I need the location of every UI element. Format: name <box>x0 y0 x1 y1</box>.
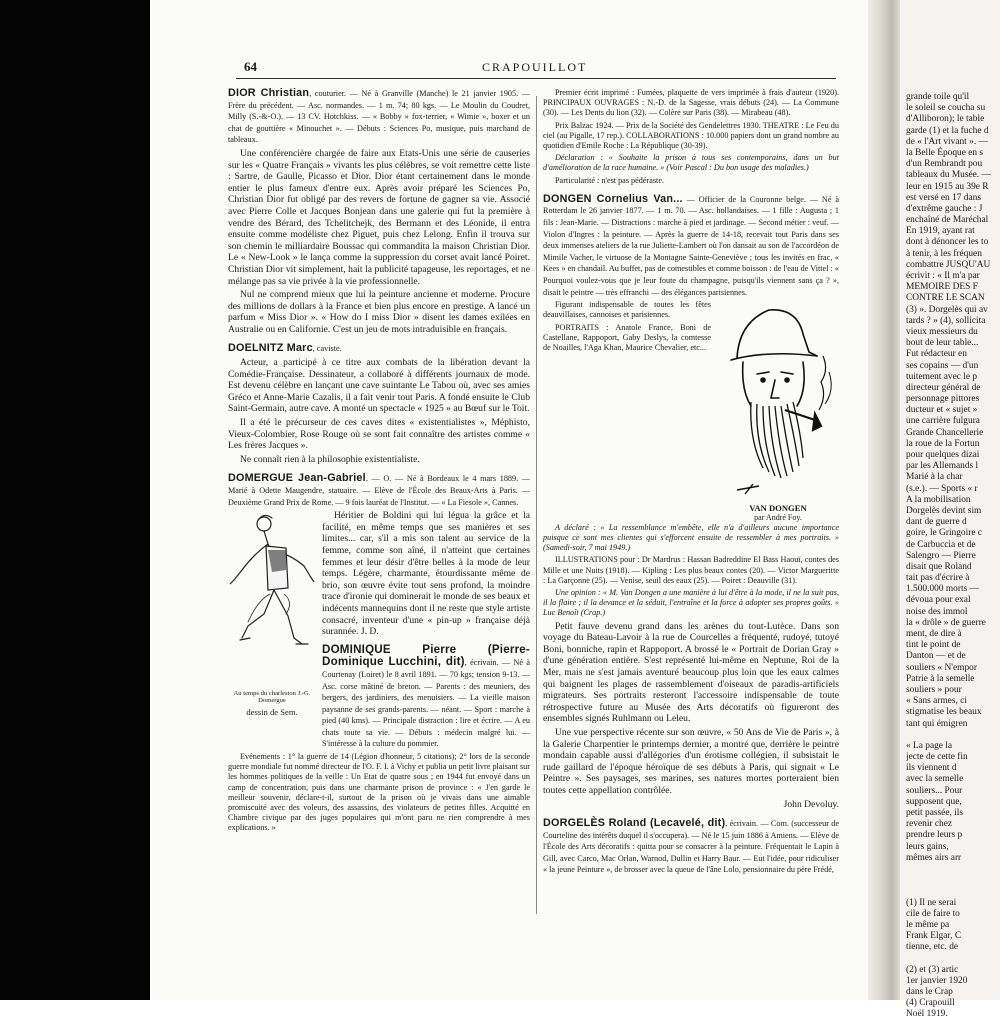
facing-page-line: tienne, etc. de <box>906 942 959 953</box>
facing-page-line: MEMOIRE DES F <box>906 282 978 293</box>
facing-page-line: Grande Chancellerie <box>906 427 984 438</box>
facing-page-line: jecte de cette fin <box>906 752 968 763</box>
entry-paragraph: Déclaration : « Souhaite la prison à tous ses contemporains, dans un but d'amélioration de la race humaine. » (Voir Pascal : Du bon usage des maladies.) <box>543 153 839 173</box>
page-header <box>236 56 836 79</box>
page-number: 64 <box>244 59 257 74</box>
facing-page-line: une carrière fulgura <box>906 416 980 427</box>
facing-page-line: dévoua pour exal <box>906 595 971 606</box>
facing-page-line: pour quelques dizai <box>906 450 980 460</box>
van-dongen-illustration <box>717 300 839 523</box>
facing-page-line <box>906 953 1000 964</box>
van-dongen-portrait-drawing <box>717 300 839 500</box>
facing-page-line: Danton — et de <box>906 651 966 662</box>
facing-page-line: directeur général de <box>906 382 981 393</box>
facing-page-line: (2) et (3) artic <box>906 964 959 975</box>
facing-page-line: (s.e.). — Sports « r <box>906 483 978 494</box>
facing-page-line <box>906 864 1000 875</box>
facing-page-line: Marié à la char <box>906 472 963 483</box>
entry-name: DONGEN Cornelius Van... <box>543 192 683 205</box>
facing-page-line: tait pas d'écrire à <box>906 573 970 584</box>
entry-paragraph: Une vue perspective récente sur son œuvre, « 50 Ans de Vie de Paris », à la Galerie Charpentier le printemps dernier, a montré que, derrière le peintre mondain capable aussi d'allégories d'un érotisme collégien, il subsistait le rude gaillard de l'époque héroïque de ses débuts à Paris, qui signait « Le Peintre ». Ses paysages, ses marines, ses natures mortes porteraient bien toutes cette appellation contrôlée. <box>543 726 839 796</box>
facing-page-line: avec la semelle <box>906 774 964 785</box>
facing-page-line: (4) Crapouill <box>906 998 955 1009</box>
entry-paragraph: Premier écrit imprimé : Fumées, plaquette de vers imprimée à frais d'auteur (1920). PRINCIPAUX OUVRAGES : N.-D. de la Sagesse, vrais débuts (24). — La Commune (30). — Les Dents du lion (32). — Colère sur Paris (38). — Mirabeau (48). <box>543 88 839 118</box>
entry-domergue <box>228 473 530 833</box>
scan-background-left <box>0 0 150 1000</box>
facing-page-line: tant qui émigren <box>906 718 968 729</box>
facing-page-line: « Sans armes, ci <box>906 696 967 707</box>
facing-page-line: dans le Crap <box>906 987 953 997</box>
entry-paragraph: A déclaré : « La ressemblance m'embête, elle n'a d'ailleurs aucune importance puisque ce sont mes clientes qui s'efforcent ensuite de ressembler à mes portraits. » (Samedi-soir, 7 mai 1949.) <box>543 522 839 553</box>
figure-caption: Au temps du charleston J.-G. Domergue <box>233 689 311 705</box>
facing-page-line: d'un Rembrandt pou <box>906 159 983 170</box>
facing-page-line: la « drôle » de guerre <box>906 617 986 628</box>
facing-page-line: personnage pittores <box>906 394 980 405</box>
facing-page-line: (1) Il ne serai <box>906 897 957 908</box>
entry-paragraph: Il a été le précurseur de ces caves dites « existentialistes », Méphisto, Vieux-Colombier, Rose Rouge où se sont fait connaître des artistes comme « Les frères Jacques ». <box>228 417 530 452</box>
facing-page-line: 1er janvier 1920 <box>906 975 968 986</box>
entry-dior <box>228 88 530 335</box>
facing-page-line: dant de guerre d <box>906 517 967 528</box>
facing-page-line <box>906 730 1000 741</box>
entry-paragraph: Héritier de Boldini qui lui légua la grâce et la facilité, en même temps que ses manières et ses limites... car, s'il a mis son talent au service de la femme, comme son aîné, il n'atteint que certaines femmes et leur désir d'être belles à la mode de leur temps. Légère, charmante, étourdissante même de brio, son œuvre évite tout sens profond, la moindre trace d'ironie qui dominerait le monde de ses beaux et indécents mannequins dont il ne reste que style artiste consacré, inventeur d'une « pin-up » française déjà surannée. J. D. <box>322 510 530 638</box>
entry-dominique-cont <box>543 88 839 186</box>
facing-page-line: tuitement avec le p <box>906 371 978 382</box>
facing-page-line: ses copains — d'un <box>906 360 979 371</box>
facing-page-line: tards ? » (4), sollicita <box>906 315 986 326</box>
entry-name: DOELNITZ Marc <box>228 342 313 355</box>
facing-page-line: goire, le Gringoire c <box>906 528 983 539</box>
facing-page-line: prendre leurs p <box>906 830 963 841</box>
facing-page-line: combattre JUSQU'AU <box>906 259 991 270</box>
facing-page-line: Fut rédacteur en <box>906 349 967 360</box>
entry-name: DOMINIQUE Pierre (Pierre-Dominique Lucchini, dit) <box>322 642 530 669</box>
middle-column <box>543 88 839 884</box>
facing-page-line: grande toile qu'il <box>906 92 970 102</box>
entry-paragraph: Petit fauve devenu grand dans les arènes du tout-Lutèce. Dans son voyage du Bateau-Lavoir à la rue de Courcelles a fréquenté, rudoyé, tutoyé Boni, bonniche, rapin et Rappoport. A brossé le « Portrait de Dorian Gray » d'une génération entière. S'est représenté lui-même en Neptune, Roi de la Mer, mais ne s'est jamais aventuré beaucoup plus loin que les eaux calmes qui baignent les plages de rassemblement d'oiseaux de paradis-artificiels migrateurs. Ses portraits resteront l'accessoire indispensable de toute rétrospective future au Musée des Arts décoratifs où figureront des ensembles signés Ruhlmann ou Leleu. <box>543 620 839 725</box>
facing-page-line: petit passée, ils <box>906 808 964 818</box>
entry-paragraph: PORTRAITS : Anatole France, Boni de Castellane, Rappoport, Gaby Deslys, la comtesse de Noailles, l'Aga Khan, Maurice Chevalier, etc... <box>543 322 711 352</box>
facing-page-line: « La page la <box>906 740 953 751</box>
facing-page-line: la Belle Époque en s <box>906 147 984 158</box>
facing-page-line: leur en 1915 au 39e R <box>906 181 989 192</box>
facing-page-line: leurs gains, <box>906 841 949 852</box>
entry-bio: , écrivain. — Né à Courtenay (Loiret) le 8 avril 1891. — 70 kgs; tension 9-13. — Asc. corse mâtiné de breton. — Parents : des meuniers, des bergers, des jardiniers, des menuisiers. — La vieille maison paysanne de ses grands-parents. — néant. — Sport : marche à pied (40 kms). — Principale distraction : lire et écrire. — A eu chats toute sa vie. — Débuts : médecin malgré lui. — S'intéresse à la culture du pommier. <box>322 658 530 749</box>
facing-page-line: d'Alliboron); le table <box>906 114 985 125</box>
facing-page-line: A la mobilisation <box>906 494 971 505</box>
facing-page-line: Noël 1919. <box>906 1009 948 1020</box>
entry-name: DIOR Christian <box>228 87 310 99</box>
facing-page-line: souliers... Pour <box>906 785 963 796</box>
page-gutter <box>868 0 902 1000</box>
facing-page-line: est versé en 17 dans <box>906 192 981 203</box>
facing-page-line: souliers » pour <box>906 684 962 695</box>
facing-page-line: le soleil se coucha su <box>906 103 986 114</box>
facing-page-line: stigmatise les beaux <box>906 707 982 718</box>
entry-bio: , écrivain. — Com. (successeur de Courteline des intérêts duquel il s'occupera). — Né le 15 juin 1886 à Amiens. — Elève de l'École des Arts décoratifs : quitta pour se consacrer à la peinture. Fréquentait le Lapin à Gill, avec Carco, Mac Orlan, Warnod, Dullin et Harry Baur. — Eut l'idée, pour ridiculiser « la jeune Peinture », de brosser avec la queue de l'âne Lolo, pensionnaire du père Frédé, <box>543 819 839 875</box>
entry-bio: — Officier de la Couronne belge. — Né à Rotterdam le 26 janvier 1877. — 1 m. 70. — Asc. hollandaises. — 1 fille : Augusta ; 1 fils : Jean-Marie. — Distractions : marche à pied et jardinage. — Second métier : veuf. — Violon d'Ingres : la peinture. — Après la guerre de 14-18, recevait tout Paris dans ses deux immenses ateliers de la rue Juliette-Lambert où l'on dansait au son de l'accordéon de Mimile Vacher, le virtuose de la Montagne Sainte-Geneviève ; tous les invités en frac, « Kees » en chandail. Au buffet, pas de comestibles et comme boisson : de l'eau de Vittel : « Pourquoi voulez-vous que je leur foute du champagne, puisqu'ils viennent sans ça ? », disait le peintre — très effranchi — des élégances parisiennes. <box>543 194 839 297</box>
facing-page-line: le même pa <box>906 919 950 930</box>
entry-paragraph: ILLUSTRATIONS pour : Dr Mardrus : Hassan Badreddine El Bass Haouï, contes des Mille et une Nuits (1918). — Kipling : Les plus beaux contes (20). — Victor Margueritte : La Garçonne (25). — Venise, seuil des eaux (25). — Poiret : Deauville (31). <box>543 555 839 585</box>
left-column <box>228 88 530 842</box>
facing-page-line: d'extrême gauche : J <box>906 203 983 214</box>
facing-page-line: Salengro — Pierre <box>906 550 976 561</box>
facing-page-line: En 1919, ayant rat <box>906 226 975 237</box>
facing-page-line: 1.500.000 morts — <box>906 584 979 595</box>
entry-paragraph: Ne connaît rien à la philosophie existentialiste. <box>240 453 420 465</box>
facing-page-line: souliers « N'empor <box>906 662 977 673</box>
author-signature: John Devoluy. <box>783 798 839 810</box>
entry-paragraph: Prix Balzac 1924. — Prix de la Société des Gendelettres 1930. THEATRE : Le Feu du ciel (au Pigalle, 17 rep.). COLLABORATIONS : 10.000 papiers dont un grand nombre au quotidien d'Emile Roche : La République (30-39). <box>543 120 839 151</box>
facing-page-line: disait que Roland <box>906 561 972 572</box>
entry-paragraph: Evénements : 1° la guerre de 14 (Légion d'honneur, 5 citations); 2° lors de la seconde guerre mondiale fut nommé directeur de l'O. F. I. à Vichy et publia un petit livre plaisant sur les hommes politiques de la veille : Un Etat de quatre sous ; en 1944 fut envoyé dans un camp de concentration, puis dans une charmante prison de province : « J'en garde le meilleur souvenir, déclare-t-il, surtout de la prison où je vivais dans une aimable promiscuité avec des voleurs, des assassins, des violateurs de petites filles. Acquitté en Chambre civique par des juges populaires qui m'ont paru ne rien comprendre à mes explications. » <box>228 752 530 833</box>
column-rule <box>536 96 537 914</box>
facing-page-line <box>906 875 1000 886</box>
facing-page-line: bout de leur table... <box>906 338 979 349</box>
facing-page-line: écrivit : « Il m'a par <box>906 271 980 281</box>
facing-page-line: tint le point de <box>906 640 961 651</box>
entry-paragraph: Une opinion : « M. Van Dongen a une manière à lui d'être à la mode, il ne la suit pas, il la flaire ; il la devance et la séduit, l'entraîne et la force à adopter ses propres goûts. » Luc Benoît (Crap.) <box>543 587 839 618</box>
entry-paragraph: Particularité : n'est pas pédéraste. <box>555 175 665 185</box>
facing-page-line: noise des immol <box>906 606 968 617</box>
figure-credit: par André Foy. <box>754 513 802 523</box>
facing-page-line: vieux messieurs du <box>906 326 978 337</box>
facing-page-line: (3) ». Dorgelès qui av <box>906 304 988 315</box>
facing-page-line: par les Allemands l <box>906 461 979 472</box>
figure-caption: VAN DONGEN <box>749 502 807 513</box>
entry-bio: , couturier. — Né à Granville (Manche) le 21 janvier 1905. — Frère du précédent. — Asc. normandes. — 1 m. 74; 80 kgs. — Le Moulin du Coudret, Milly (S.-&-O.). — 13 CV. Hotchkiss. — « Bobby » fox-terrier, « Wimie », boxer et un chat de gouttière « Minouchet ». — Débuts : Sciences Po, musique, puis marchand de tableaux. <box>228 89 530 145</box>
entry-paragraph: Acteur, a participé à ce titre aux combats de la libération devant la Comédie-Française. Dessinateur, a collaboré à différents journaux de mode. Est devenu célèbre en lançant une cave suintante Le Tabou où, avec ses amies Gréco et Anne-Marie Cazalis, il a fait venir tout Paris. A fondé ensuite le Club Saint-Germain, autre cave. A monté un spectacle « 1925 » au Bœuf sur le Toit. <box>228 357 530 415</box>
facing-page-line: de Carbuccia et de <box>906 539 976 550</box>
facing-page-line <box>906 886 1000 897</box>
facing-page-line: ils viennent d <box>906 763 957 774</box>
charleston-dancer-drawing <box>228 510 316 686</box>
entry-name: DOMERGUE Jean-Gabriel <box>228 472 366 485</box>
entry-paragraph: Une conférencière chargée de faire aux Etats-Unis une série de causeries sur les « Quatre Français » vivants les plus célèbres, se voit remettre cette liste : Sartre, de Gaulle, Picasso et Dior. Dior étant certainement dans le monde entier le plus fameux d'entre eux. Après avoir préparé les Sciences Po, Christian Dior fut obligé par des revers de fortune de gagner sa vie. Associé avec Pierre Colle et Jacques Bonjean dans une galerie qui fut la première à vendre des Bérard, des Tchelitchejk, des Bermann et des Léonide, il entra ensuite comme modéliste chez Piguet, puis chez Lelong. Enfin il trouva sur son chemin le milliardaire Boussac qui commandita la maison Christian Dior. Le « New-Look » le lança comme la suppression du corset avait lancé Poiret. Christian Dior vit simplement, hait la publicité tapageuse, les reportages, et ne mélange pas sa vie privée à la vie professionnelle. <box>228 147 530 287</box>
entry-paragraph: Figurant indispensable de toutes les fêtes deauvillaises, cannoises et parisiennes. <box>543 300 711 320</box>
facing-page-line: revenir chez <box>906 819 953 830</box>
domergue-illustration <box>228 510 316 752</box>
entry-bio: , caviste. <box>312 344 342 354</box>
facing-page-column <box>906 92 1000 1021</box>
facing-page-line: cile de faire to <box>906 908 960 919</box>
facing-page-line: garde (1) et la fuche d <box>906 125 989 136</box>
entry-doelnitz <box>228 343 530 465</box>
facing-page-line: tableaux du Musée. — <box>906 170 991 181</box>
figure-credit: dessin de Sem. <box>246 706 298 717</box>
entry-dongen <box>543 194 839 810</box>
facing-page-line: dont à dénoncer les to <box>906 237 989 248</box>
facing-page-line: Frank Elgar, C <box>906 931 962 942</box>
facing-page-line: CONTRE LE SCAN <box>906 293 985 304</box>
magazine-title: CRAPOUILLOT <box>482 60 588 74</box>
facing-page-line: Patrie à la semelle <box>906 673 975 684</box>
facing-page-line: mêmes airs arr <box>906 852 962 863</box>
facing-page-line: la roue de la Fortun <box>906 438 980 449</box>
facing-page-line: Dorgelès devint sim <box>906 505 982 516</box>
entry-paragraph: Nul ne comprend mieux que lui la peinture ancienne et moderne. Procure des millions de dollars à la France et bien plus encore en prestige. A lancé un parfum « Miss Dior ». « How do I miss Dior » disent les dames exilées en Australie ou en Californie. C'est un jeu de mots intraduisible en français. <box>228 289 530 335</box>
entry-dorgeles <box>543 818 839 876</box>
facing-page-line: ment, de dire à <box>906 629 962 639</box>
facing-page-line: à tenir, à les fréquen <box>906 248 982 259</box>
facing-page-line: enchaîné de Maréchal <box>906 215 989 226</box>
entry-bio: . — O. — Né à Bordeaux le 4 mars 1889. — Marié à Odette Maugendre, statuaire. — Elève de l'École des Beaux-Arts à Paris. — Deuxième Grand Prix de Rome. — 9 fois lauréat de l'Institut. — « La Fiesole », Cannes. <box>228 474 530 507</box>
facing-page-line: de « l'Art vivant ». — <box>906 136 988 147</box>
entry-name: DORGELÈS Roland (Lecavelé, dit) <box>543 817 726 830</box>
facing-page-line: supposent que, <box>906 796 962 807</box>
facing-page-line: ducteur et « sujet » <box>906 405 978 416</box>
